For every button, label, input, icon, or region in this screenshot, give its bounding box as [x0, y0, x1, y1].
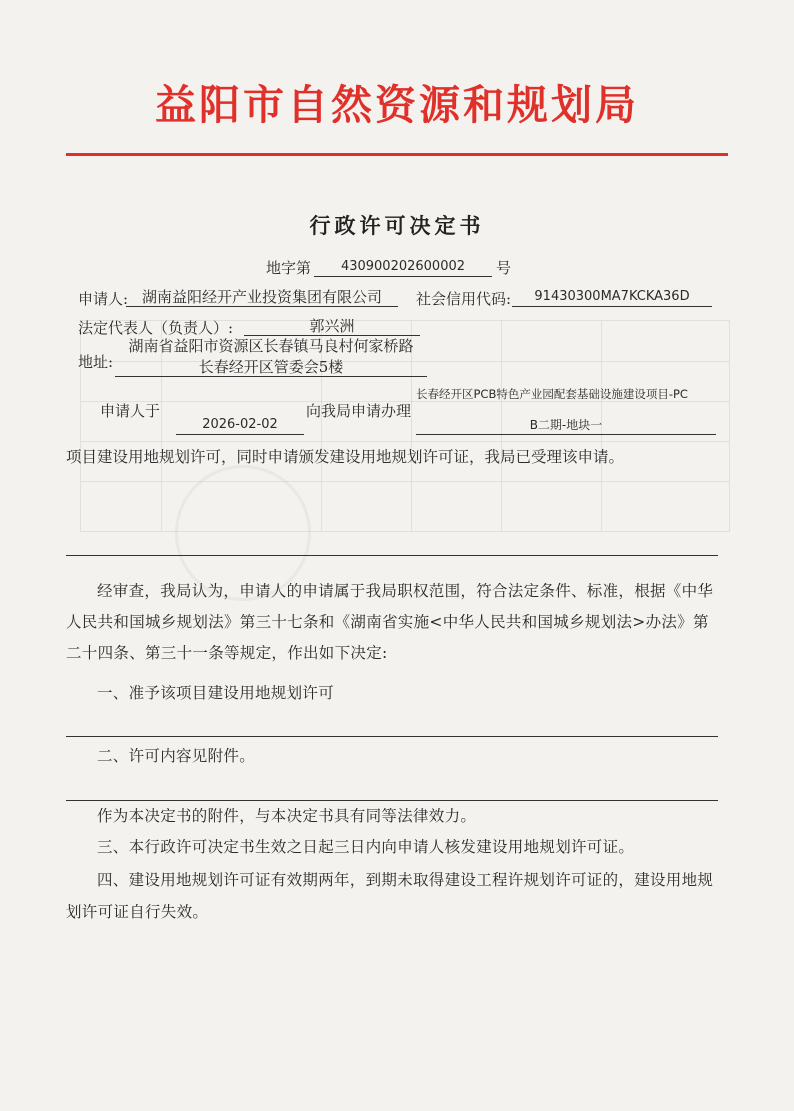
address-line-1: 湖南省益阳市资源区长春镇马良村何家桥路 — [128, 337, 414, 355]
project-name-line-1: 长春经开区PCB特色产业园配套基础设施建设项目-PC — [416, 387, 688, 401]
legal-rep-label: 法定代表人（负责人）: — [78, 319, 234, 337]
document-title: 行政许可决定书 — [309, 213, 485, 238]
credit-code-value: 91430300MA7KCKA36D — [512, 288, 712, 307]
doc-number-value: 430900202600002 — [314, 258, 492, 277]
applicant-name: 湖南益阳经开产业投资集团有限公司 — [126, 288, 398, 307]
doc-number-prefix: 地字第 — [266, 259, 312, 277]
red-divider-line — [66, 153, 728, 156]
credit-code-label: 社会信用代码: — [416, 290, 512, 308]
legal-rep-name: 郭兴洲 — [244, 317, 420, 336]
project-name-line-2: B二期-地块一 — [416, 416, 716, 435]
application-date: 2026-02-02 — [176, 416, 304, 435]
review-paragraph: 经审查，我局认为，申请人的申请属于我局职权范围，符合法定条件、标准，根据《中华人民共和国城乡规划法》第三十七条和《湖南省实施<中华人民共和国城乡规划法>办法》第二十四条、第三十一条等规定，作出如下决定: — [66, 582, 714, 662]
application-tail: 项目建设用地规划许可，同时申请颁发建设用地规划许可证，我局已受理该申请。 — [66, 448, 625, 466]
decision-item-1: 一、准予该项目建设用地规划许可 — [97, 684, 335, 702]
address-line-2: 长春经开区管委会5楼 — [115, 358, 427, 377]
application-prefix: 申请人于 — [100, 402, 161, 420]
attachment-note: 作为本决定书的附件，与本决定书具有同等法律效力。 — [97, 807, 477, 825]
address-label: 地址: — [78, 353, 114, 371]
applicant-label: 申请人: — [78, 290, 129, 308]
decision-item-2: 二、许可内容见附件。 — [97, 747, 256, 765]
decision-item-3: 三、本行政许可决定书生效之日起三日内向申请人核发建设用地规划许可证。 — [97, 838, 635, 856]
agency-name: 益阳市自然资源和规划局 — [155, 81, 639, 129]
blank-line-2 — [66, 736, 718, 737]
decision-item-4: 四、建设用地规划许可证有效期两年，到期未取得建设工程许规划许可证的，建设用地规划许可证自行失效。 — [66, 871, 714, 921]
doc-number-suffix: 号 — [496, 259, 512, 277]
application-mid-text: 向我局申请办理 — [306, 402, 412, 420]
blank-line-1 — [66, 555, 718, 556]
